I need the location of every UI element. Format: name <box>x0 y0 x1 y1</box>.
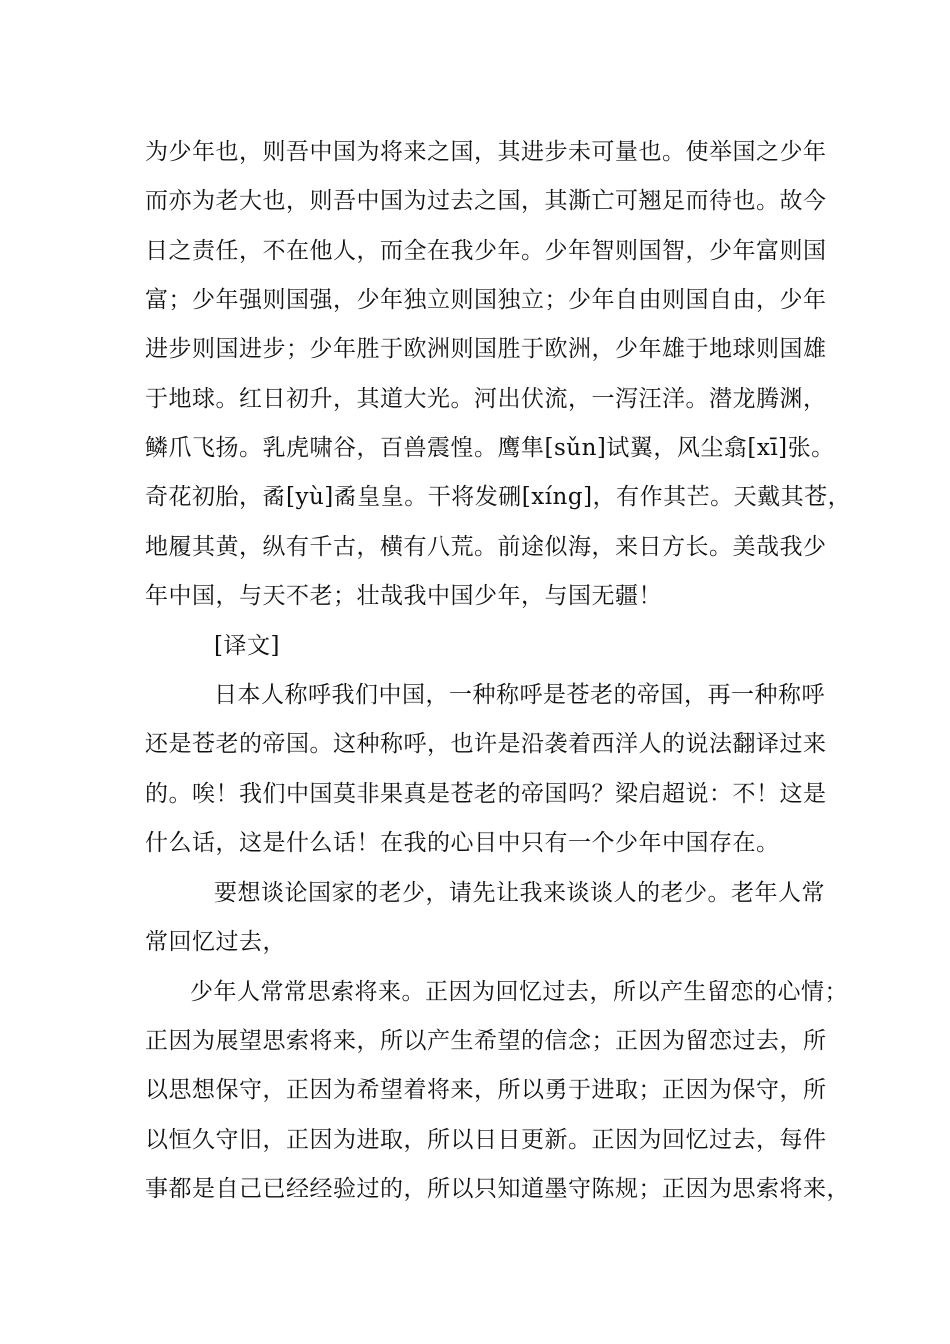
text-line: 以思想保守，正因为希望着将来，所以勇于进取；正因为保守，所 <box>145 1077 827 1103</box>
text-line: 奇花初胎，矞[yù]矞皇皇。干将发硎[xíng]，有作其芒。天戴其苍， <box>145 484 852 510</box>
text-line: 什么话，这是什么话！在我的心目中只有一个少年中国存在。 <box>145 830 780 856</box>
text-line: 的。唉！我们中国莫非果真是苍老的帝国吗？梁启超说：不！这是 <box>145 781 827 807</box>
translation-heading: [译文] <box>214 633 280 659</box>
text-line: 为少年也，则吾中国为将来之国，其进步未可量也。使举国之少年 <box>145 139 827 165</box>
text-line: 常回忆过去， <box>145 929 286 955</box>
text-line: 于地球。红日初升，其道大光。河出伏流，一泻汪洋。潜龙腾渊， <box>145 386 827 412</box>
text-line: 富；少年强则国强，少年独立则国独立；少年自由则国自由，少年 <box>145 287 827 313</box>
text-line: 事都是自己已经经验过的，所以只知道墨守陈规；正因为思索将来， <box>145 1176 850 1202</box>
text-line: 以恒久守旧，正因为进取，所以日日更新。正因为回忆过去，每件 <box>145 1127 827 1153</box>
text-line: 日本人称呼我们中国，一种称呼是苍老的帝国，再一种称呼 <box>214 682 825 708</box>
text-line: 要想谈论国家的老少，请先让我来谈谈人的老少。老年人常 <box>214 880 825 906</box>
text-line: 而亦为老大也，则吾中国为过去之国，其澌亡可翘足而待也。故今 <box>145 188 827 214</box>
text-line: 地履其黄，纵有千古，横有八荒。前途似海，来日方长。美哉我少 <box>145 534 827 560</box>
text-line: 进步则国进步；少年胜于欧洲则国胜于欧洲，少年雄于地球则国雄 <box>145 336 827 362</box>
text-line: 年中国，与天不老；壮哉我中国少年，与国无疆！ <box>145 583 662 609</box>
text-line: 少年人常常思索将来。正因为回忆过去，所以产生留恋的心情； <box>190 979 848 1005</box>
text-line: 日之责任，不在他人，而全在我少年。少年智则国智，少年富则国 <box>145 238 827 264</box>
text-line: 还是苍老的帝国。这种称呼，也许是沿袭着西洋人的说法翻译过来 <box>145 731 827 757</box>
text-line: 正因为展望思索将来，所以产生希望的信念；正因为留恋过去，所 <box>145 1028 827 1054</box>
text-line: 鳞爪飞扬。乳虎啸谷，百兽震惶。鹰隼[sǔn]试翼，风尘翕[xī]张。 <box>145 435 835 461</box>
